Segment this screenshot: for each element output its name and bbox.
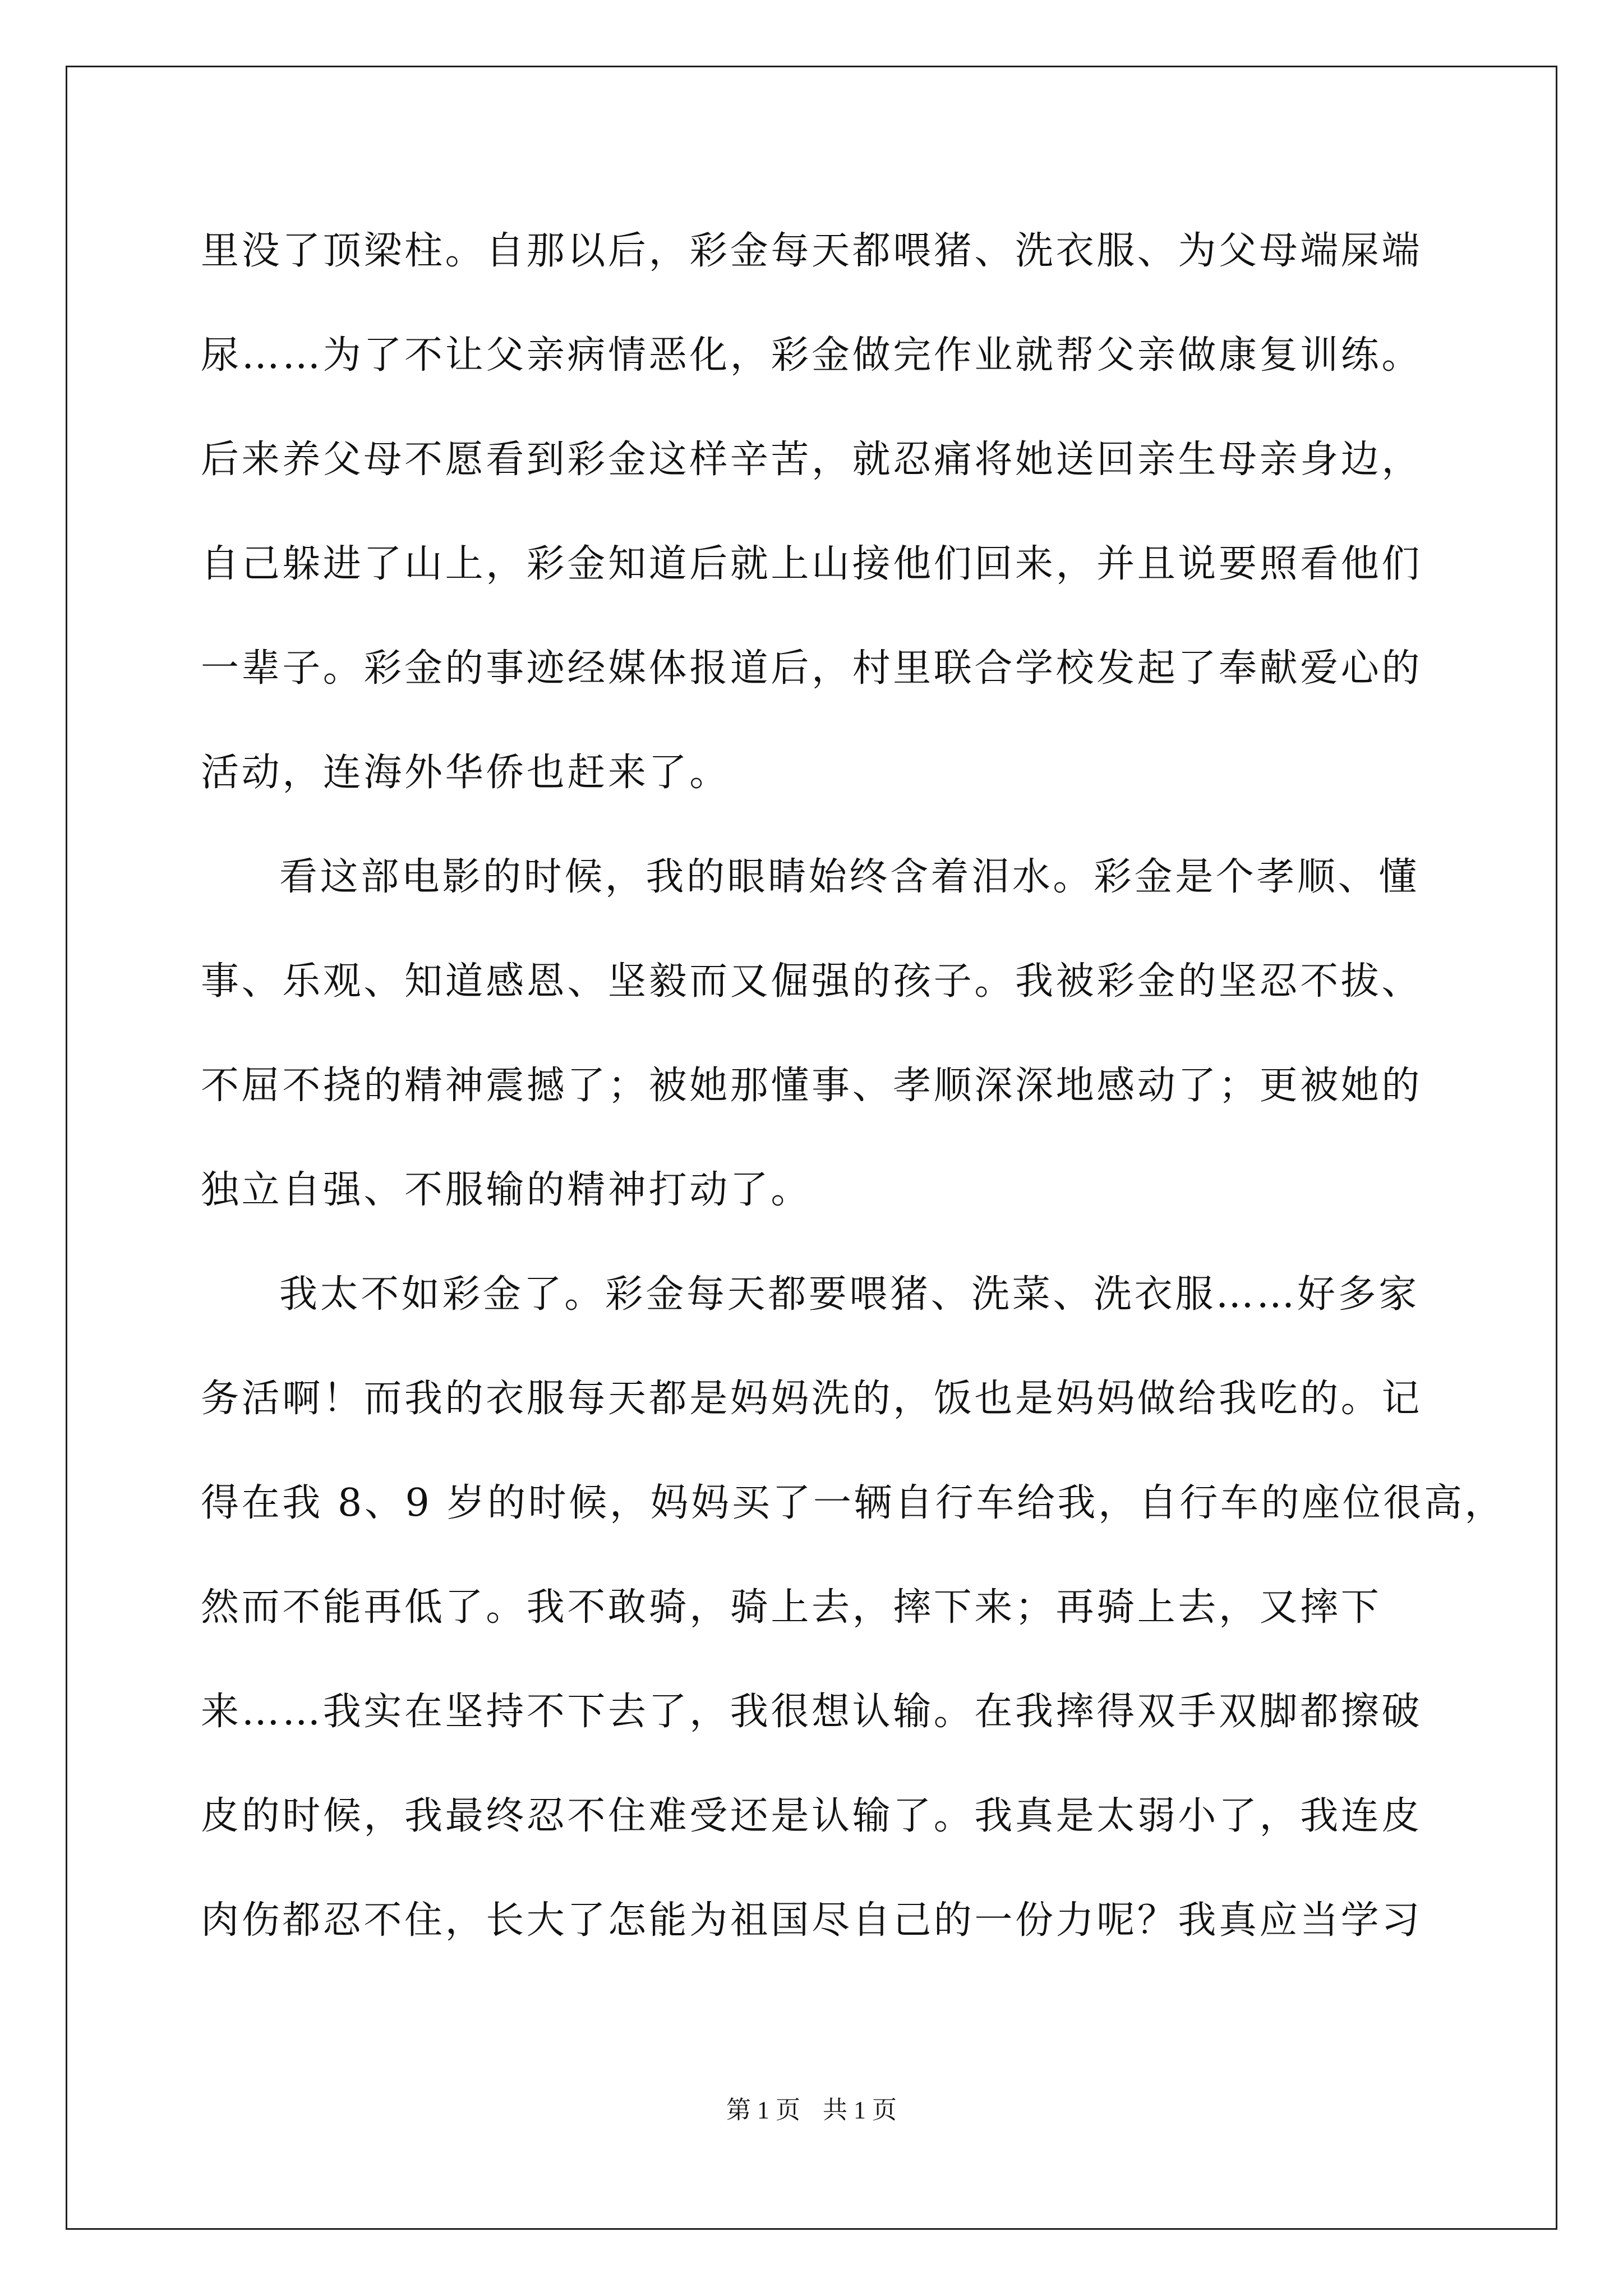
document-body — [201, 218, 1506, 1991]
text-line: 一辈子。彩金的事迹经媒体报道后，村里联合学校发起了奉献爱心的 — [201, 646, 1423, 691]
page-total: 共 1 页 — [823, 2096, 897, 2124]
text-line: 后来养父母不愿看到彩金这样辛苦，就忍痛将她送回亲生母亲身边， — [201, 438, 1423, 482]
paragraph-start-line: 我太不如彩金了。彩金每天都要喂猪、洗菜、洗衣服……好多家 — [279, 1272, 1419, 1317]
text-line: 事、乐观、知道感恩、坚毅而又倔强的孩子。我被彩金的坚忍不拔、 — [201, 959, 1423, 1004]
text-line: 皮的时候，我最终忍不住难受还是认输了。我真是太弱小了，我连皮 — [201, 1794, 1423, 1838]
text-line: 独立自强、不服输的精神打动了。 — [201, 1168, 812, 1212]
page-number: 第 1 页 — [726, 2096, 800, 2124]
text-line: 务活啊！而我的衣服每天都是妈妈洗的，饭也是妈妈做给我吃的。记 — [201, 1377, 1423, 1421]
text-line: 活动，连海外华侨也赶来了。 — [201, 751, 730, 795]
text-line: 尿……为了不让父亲病情恶化，彩金做完作业就帮父亲做康复训练。 — [201, 333, 1423, 378]
text-line: 不屈不挠的精神震撼了；被她那懂事、孝顺深深地感动了；更被她的 — [201, 1064, 1423, 1108]
paragraph-start-line: 看这部电影的时候，我的眼睛始终含着泪水。彩金是个孝顺、懂 — [279, 855, 1419, 899]
text-line: 自己躲进了山上，彩金知道后就上山接他们回来，并且说要照看他们 — [201, 542, 1423, 586]
text-line: 肉伤都忍不住，长大了怎能为祖国尽自己的一份力呢？我真应当学习 — [201, 1898, 1423, 1943]
page-footer — [0, 2093, 1623, 2127]
text-line: 里没了顶梁柱。自那以后，彩金每天都喂猪、洗衣服、为父母端屎端 — [201, 229, 1423, 273]
text-line: 然而不能再低了。我不敢骑，骑上去，摔下来；再骑上去，又摔下 — [201, 1585, 1382, 1630]
text-line: 来……我实在坚持不下去了，我很想认输。在我摔得双手双脚都擦破 — [201, 1690, 1423, 1734]
text-line: 得在我 8、9 岁的时候，妈妈买了一辆自行车给我，自行车的座位很高， — [201, 1481, 1506, 1525]
